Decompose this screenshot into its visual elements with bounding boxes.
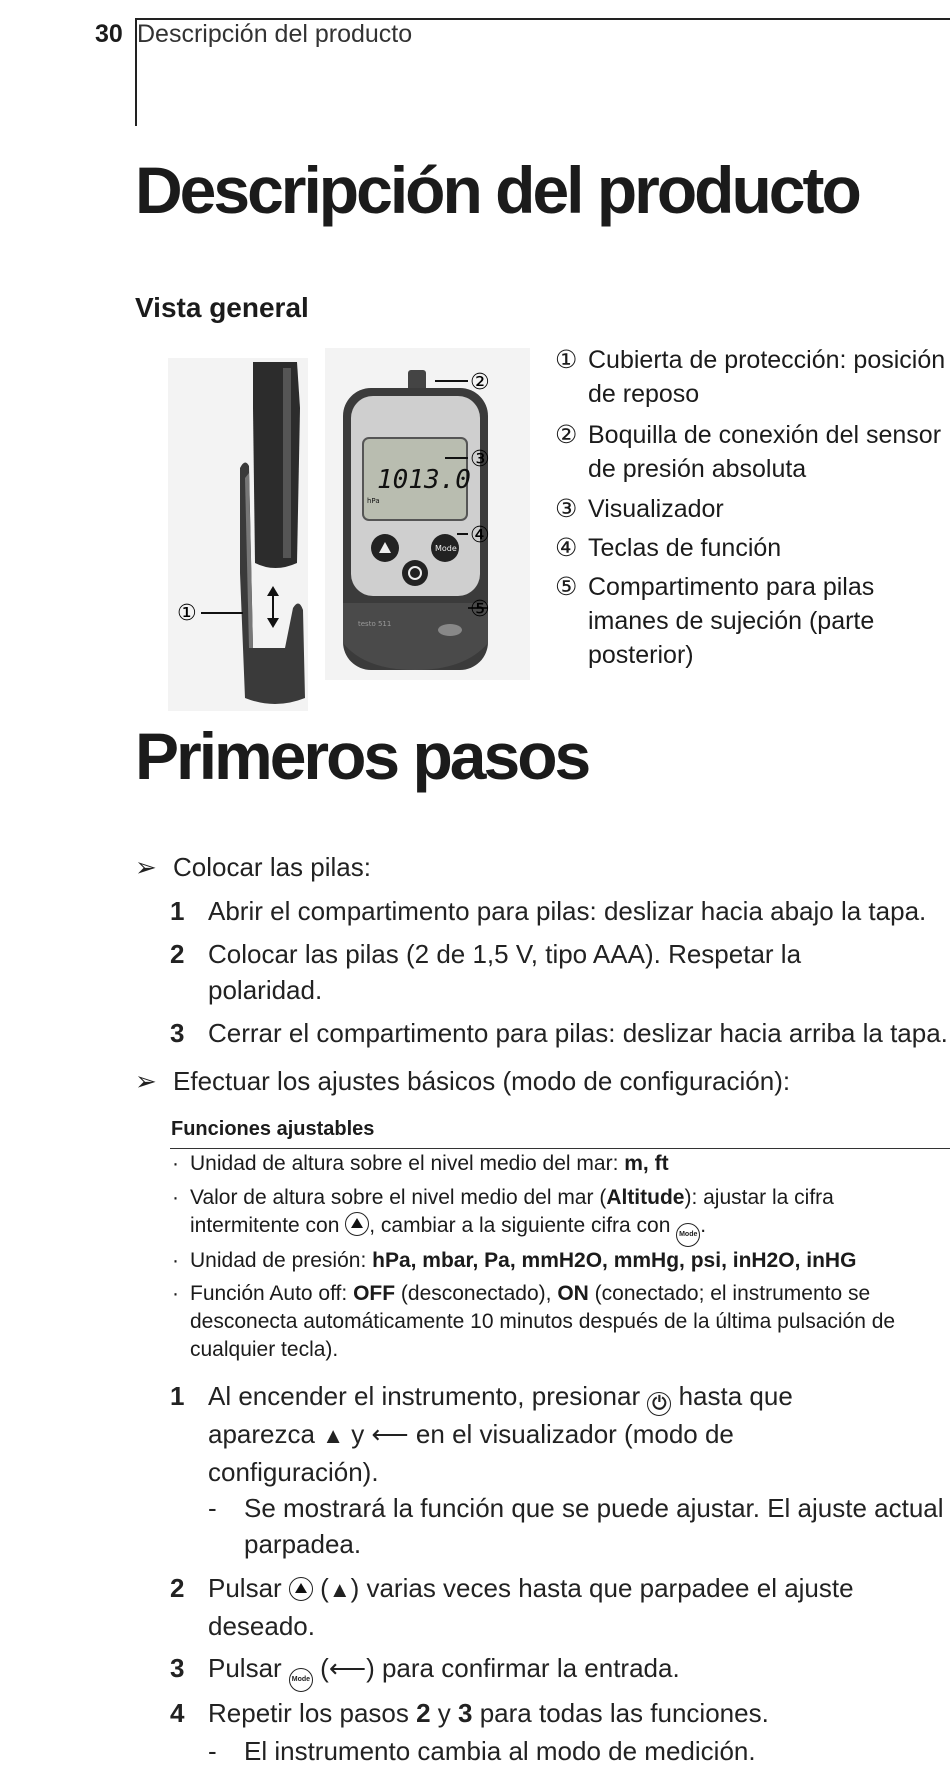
legend-number: ④ — [555, 534, 578, 562]
key-mode-label: Mode — [435, 544, 457, 553]
key-up-icon — [345, 1212, 369, 1236]
callout-4: ④ — [470, 523, 490, 548]
instrument-side-highlight — [283, 368, 291, 558]
legend-text: Cubierta de protección: posición de reposo — [588, 346, 946, 408]
step-text: Pulsar (▲) varias veces hasta que parpadee el ajuste deseado. — [208, 1573, 854, 1641]
device-logo — [438, 624, 462, 636]
callout-1: ① — [177, 601, 197, 626]
function-item-4 — [170, 1280, 940, 1364]
callout-3: ③ — [470, 447, 490, 472]
function-text: Función Auto off: OFF (desconectado), ON (conectado; el instrumento se desconecta automáticamente 10 minutos después de la última pulsación de cualquier tecla). — [190, 1282, 896, 1361]
arrow-bullet-icon: ➢ — [135, 852, 157, 882]
step-text: Cerrar el compartimento para pilas: deslizar hacia arriba la tapa. — [208, 1018, 948, 1048]
subsection-title-vista-general: Vista general — [135, 292, 309, 323]
step-text: Abrir el compartimento para pilas: deslizar hacia abajo la tapa. — [208, 896, 927, 926]
callout-5: ⑤ — [470, 597, 490, 622]
battery-step-3 — [170, 1015, 950, 1051]
section-title-descripcion: Descripción del producto — [135, 153, 859, 227]
legend-number: ② — [555, 421, 578, 449]
step-number: 2 — [170, 939, 185, 969]
dash-bullet: - — [208, 1736, 217, 1766]
legend-item-4 — [555, 531, 948, 565]
bullet-dot: · — [172, 1282, 179, 1305]
legend-item-5 — [555, 570, 948, 672]
dash-bullet: - — [208, 1493, 217, 1523]
functions-table-title: Funciones ajustables — [171, 1118, 375, 1140]
bullet-dot: · — [172, 1152, 179, 1175]
legend-item-3 — [555, 492, 948, 526]
legend-number: ⑤ — [555, 573, 578, 601]
instruction-head-text: Colocar las pilas: — [173, 852, 371, 882]
settings-step-1 — [170, 1378, 950, 1490]
settings-step-3 — [170, 1650, 950, 1692]
bullet-dot: · — [172, 1186, 179, 1209]
step-text: Al encender el instrumento, presionar ⏻ hasta que aparezca ▲ y ⟵ en el visualizador (modo de configuración). — [208, 1381, 793, 1487]
settings-step-1-sub — [208, 1490, 950, 1562]
settings-step-2 — [170, 1570, 950, 1644]
sub-text: El instrumento cambia al modo de medición. — [244, 1736, 756, 1766]
function-item-2 — [170, 1184, 940, 1247]
function-text: Unidad de altura sobre el nivel medio del mar: m, ft — [190, 1152, 669, 1175]
sub-text: Se mostrará la función que se puede ajustar. El ajuste actual parpadea. — [244, 1493, 944, 1559]
function-text: Valor de altura sobre el nivel medio del mar (Altitude): ajustar la cifra intermitente con , cambiar a la siguiente cifra con Mode . — [190, 1184, 940, 1247]
battery-step-1 — [170, 893, 950, 929]
bullet-dot: · — [172, 1249, 179, 1272]
key-mode-icon: Mode — [676, 1223, 700, 1247]
step-text: Colocar las pilas (2 de 1,5 V, tipo AAA). Respetar la polaridad. — [208, 939, 802, 1005]
instruction-head-settings — [135, 1066, 790, 1097]
function-item-1 — [170, 1150, 940, 1178]
display-value: 1013.0 — [377, 465, 471, 495]
device-brand: testo 511 — [358, 620, 392, 628]
step-text: Repetir los pasos 2 y 3 para todas las funciones. — [208, 1698, 769, 1728]
instruction-head-text: Efectuar los ajustes básicos (modo de configuración): — [173, 1066, 791, 1096]
page-number: 30 — [95, 20, 123, 48]
legend-text: Boquilla de conexión del sensor de presión absoluta — [588, 421, 942, 483]
step-number: 3 — [170, 1018, 185, 1048]
step-text: Pulsar Mode (⟵) para confirmar la entrada. — [208, 1650, 950, 1692]
product-figure — [165, 348, 530, 711]
key-up-icon — [289, 1577, 313, 1601]
display-unit: hPa — [367, 497, 380, 505]
battery-step-2 — [170, 936, 950, 1008]
running-title: Descripción del producto — [137, 20, 413, 48]
functions-table-rule — [170, 1148, 950, 1149]
legend-item-2 — [555, 418, 948, 486]
up-triangle-icon: ▲ — [328, 1577, 351, 1602]
product-illustration — [165, 348, 530, 711]
instrument-side — [253, 362, 300, 568]
legend-item-1 — [555, 343, 948, 411]
step-number: 1 — [170, 896, 185, 926]
legend-text: Visualizador — [588, 495, 724, 523]
function-text: Unidad de presión: hPa, mbar, Pa, mmH2O, mmHg, psi, inH2O, inHG — [190, 1249, 857, 1272]
section-title-primeros-pasos: Primeros pasos — [135, 719, 589, 793]
callout-2: ② — [470, 370, 490, 395]
step-number: 4 — [170, 1698, 185, 1728]
legend-number: ③ — [555, 495, 578, 523]
legend-text: Teclas de función — [588, 534, 782, 562]
enter-arrow-icon: ⟵ — [328, 1653, 367, 1683]
step-number: 2 — [170, 1573, 185, 1603]
power-key-icon: ⏻ — [647, 1392, 671, 1416]
function-item-3 — [170, 1247, 940, 1275]
enter-arrow-icon: ⟵ — [371, 1419, 409, 1449]
step-number: 1 — [170, 1381, 185, 1411]
key-mode-icon: Mode — [289, 1668, 313, 1692]
key-power-device — [402, 560, 428, 586]
step-number: 3 — [170, 1653, 185, 1683]
up-triangle-icon: ▲ — [322, 1423, 344, 1448]
legend-number: ① — [555, 346, 578, 374]
arrow-bullet-icon: ➢ — [135, 1066, 157, 1096]
instruction-head-batteries — [135, 852, 371, 883]
legend-text: Compartimento para pilas imanes de sujeción (parte posterior) — [588, 573, 875, 669]
settings-step-4 — [170, 1695, 950, 1731]
settings-step-4-sub — [208, 1733, 950, 1769]
